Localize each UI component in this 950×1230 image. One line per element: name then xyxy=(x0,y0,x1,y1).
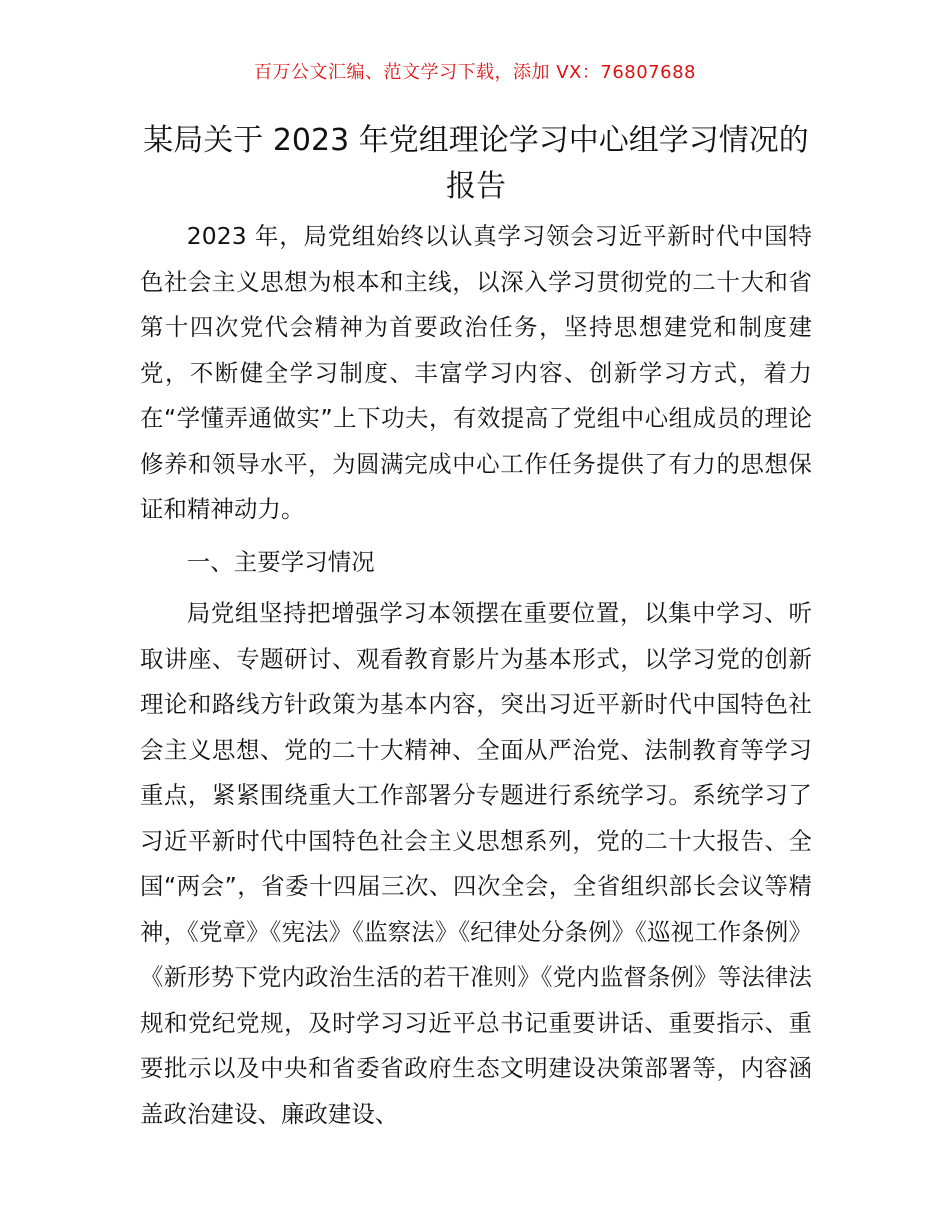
header-note: 百万公文汇编、范文学习下载，添加 VX：76807688 xyxy=(254,62,696,83)
document-title: 某局关于 2023 年党组理论学习中心组学习情况的报告 xyxy=(143,123,809,204)
section-heading: 一、主要学习情况 xyxy=(186,547,375,576)
intro-paragraph: 2023 年，局党组始终以认真学习领会习近平新时代中国特色社会主义思想为根本和主线，以深入学习贯彻党的二十大和省第十四次党代会精神为首要政治任务，坚持思想建党和制度建党，不断健全学习制度、丰富学习内容、创新学习方式，着力在“学懂弄通做实”上下功夫，有效提高了党组中心组成员的理论修养和领导水平，为圆满完成中心工作任务提供了有力的思想保证和精神动力。 xyxy=(140,222,812,523)
document-body xyxy=(140,214,812,1137)
section-paragraph: 局党组坚持把增强学习本领摆在重要位置，以集中学习、听取讲座、专题研讨、观看教育影片为基本形式，以学习党的创新理论和路线方针政策为基本内容，突出习近平新时代中国特色社会主义思想、党的二十大精神、全面从严治党、法制教育等学习重点，紧紧围绕重大工作部署分专题进行系统学习。系统学习了习近平新时代中国特色社会主义思想系列，党的二十大报告、全国“两会”，省委十四届三次、四次全会，全省组织部长会议等精神，《党章》《宪法》《监察法》《纪律处分条例》《巡视工作条例》《新形势下党内政治生活的若干准则》《党内监督条例》等法律法规和党纪党规，及时学习习近平总书记重要讲话、重要指示、重要批示以及中央和省委省政府生态文明建设决策部署等，内容涵盖政治建设、廉政建设、 xyxy=(140,599,812,1128)
